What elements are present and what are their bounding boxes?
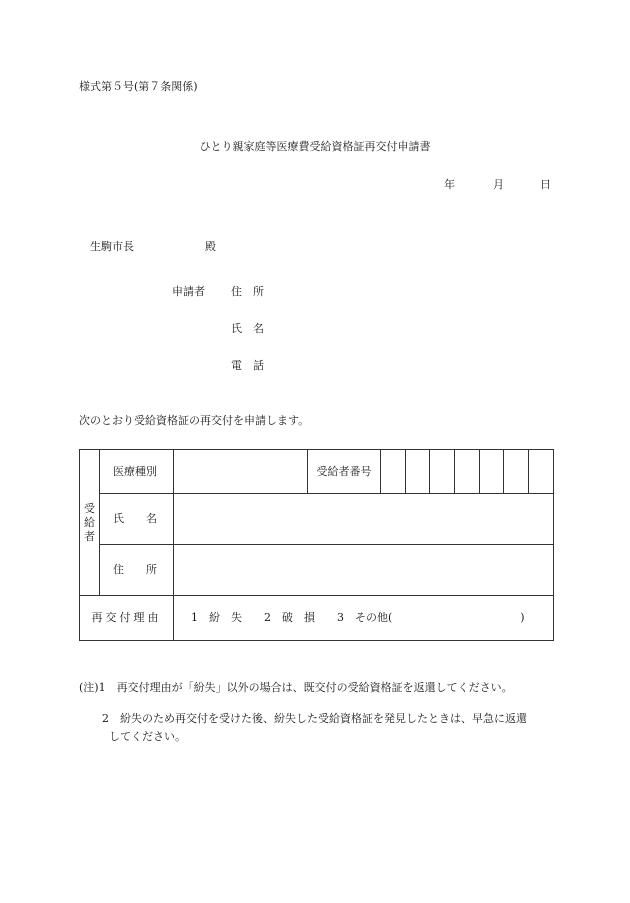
medical-type-field[interactable] — [174, 450, 308, 494]
recipient-number-label: 受給者番号 — [308, 450, 381, 494]
applicant-phone-label: 電 話 — [231, 359, 264, 372]
recipient-number-digit-5[interactable] — [480, 450, 504, 494]
form-number: 様式第５号(第７条関係) — [79, 80, 198, 93]
date-day-label: 日 — [540, 178, 551, 191]
recipient-address-label: 住 所 — [100, 545, 174, 596]
recipient-char-2: 給 — [84, 515, 95, 529]
reason-option-lost[interactable]: 1 紛 失 — [191, 611, 242, 624]
recipient-name-field[interactable] — [174, 494, 554, 545]
note-1: (注)1 再交付理由が「紛失」以外の場合は、既交付の受給資格証を返還してください。 — [79, 681, 513, 694]
reason-option-other-close: ) — [520, 611, 525, 624]
applicant-label: 申請者 — [172, 285, 205, 298]
document-title: ひとり親家庭等医療費受給資格証再交付申請書 — [199, 140, 431, 153]
date-year-label: 年 — [444, 178, 455, 191]
reason-option-damaged[interactable]: 2 破 損 — [264, 611, 315, 624]
note-2-line-2: してください。 — [109, 730, 186, 743]
recipient-address-field[interactable] — [174, 545, 554, 596]
addressee-city: 生駒市長 — [90, 240, 134, 253]
reissue-form-table — [79, 449, 554, 641]
reissue-reason-options — [174, 596, 554, 641]
recipient-number-digit-1[interactable] — [381, 450, 406, 494]
recipient-name-label: 氏 名 — [100, 494, 174, 545]
date-month-label: 月 — [493, 178, 504, 191]
recipient-number-digit-3[interactable] — [430, 450, 455, 494]
intro-text: 次のとおり受給資格証の再交付を申請します。 — [79, 414, 310, 427]
reason-option-other[interactable]: 3 その他( — [337, 611, 393, 624]
recipient-vertical-label — [80, 450, 100, 596]
reissue-reason-label: 再交付理由 — [80, 596, 174, 641]
applicant-address-label: 住 所 — [231, 285, 264, 298]
recipient-char-1: 受 — [84, 501, 95, 515]
medical-type-label: 医療種別 — [100, 450, 174, 494]
recipient-number-digit-4[interactable] — [455, 450, 480, 494]
applicant-name-label: 氏 名 — [231, 322, 264, 335]
recipient-char-3: 者 — [84, 529, 95, 543]
addressee-honorific: 殿 — [205, 240, 216, 253]
recipient-number-digit-6[interactable] — [504, 450, 529, 494]
recipient-number-digit-2[interactable] — [406, 450, 430, 494]
note-2-line-1: 2 紛失のため再交付を受けた後、紛失した受給資格証を発見したときは、早急に返還 — [102, 712, 527, 725]
recipient-number-digit-7[interactable] — [529, 450, 554, 494]
